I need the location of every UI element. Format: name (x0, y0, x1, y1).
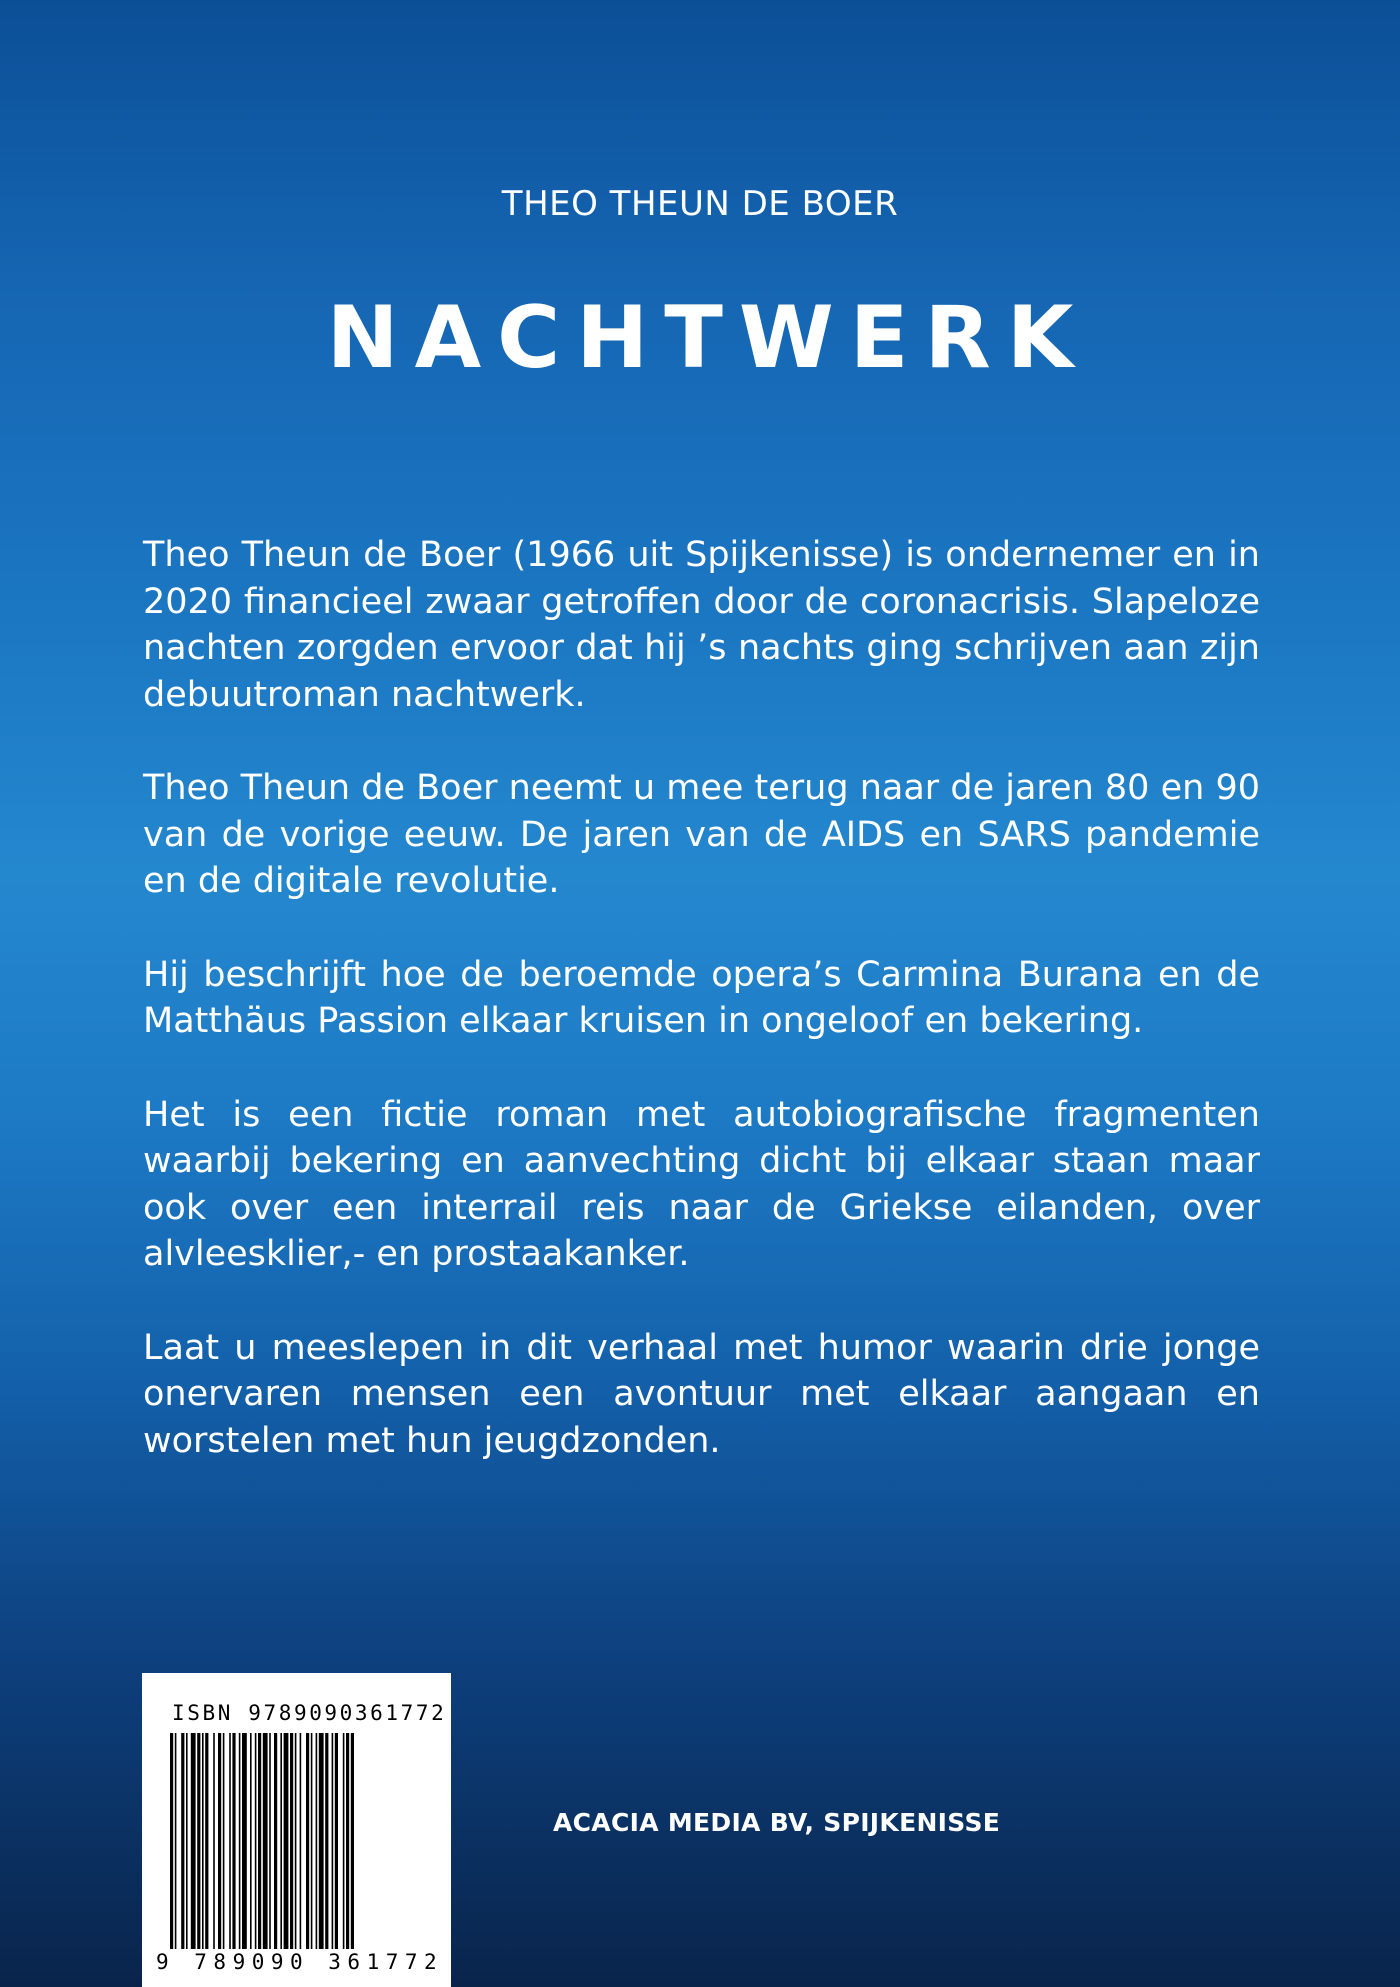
barcode-bar (239, 1733, 241, 1949)
barcode-bars (170, 1733, 424, 1949)
barcode-bar (295, 1733, 297, 1949)
barcode-digits: 9 789090 361772 (156, 1950, 444, 1974)
author-name: THEO THEUN DE BOER (501, 184, 899, 224)
barcode-bar (325, 1733, 328, 1949)
blurb-paragraph: Hij beschrijft hoe de beroemde opera’s Carmina Burana en de Matthäus Passion elkaar kruisen in ongeloof en bekering. (143, 954, 1260, 1041)
barcode-bar (332, 1733, 334, 1949)
barcode-bar (191, 1733, 196, 1949)
barcode-bar (218, 1733, 221, 1949)
barcode-bar (181, 1733, 184, 1949)
blurb (143, 532, 1260, 1511)
barcode-bar (250, 1733, 252, 1949)
isbn-label: ISBN 9789090361772 (172, 1701, 447, 1725)
barcode-bar (170, 1733, 173, 1949)
blurb-paragraph: Laat u meeslepen in dit verhaal met humor waarin drie jonge onervaren mensen een avontuur met elkaar aangaan en worstelen met hun jeugdzonden. (143, 1327, 1260, 1461)
barcode-bar (213, 1733, 215, 1949)
blurb-paragraph: Theo Theun de Boer neemt u mee terug naar de jaren 80 en 90 van de vorige eeuw. De jaren van de AIDS en SARS pandemie en de digitale revolutie. (143, 768, 1260, 901)
barcode-bar (351, 1733, 354, 1949)
barcode-bar (284, 1733, 289, 1949)
barcode-bar (242, 1733, 247, 1949)
barcode-bar (202, 1733, 204, 1949)
barcode-bar (186, 1733, 188, 1949)
barcode-bar (175, 1733, 177, 1949)
barcode-bar (319, 1733, 324, 1949)
barcode-bar (258, 1733, 261, 1949)
barcode-bar (255, 1733, 257, 1949)
barcode-bar (346, 1733, 349, 1949)
barcode-bar (274, 1733, 277, 1949)
publisher: ACACIA MEDIA BV, SPIJKENISSE (553, 1808, 1001, 1837)
barcode-bar (290, 1733, 293, 1949)
barcode-bar (343, 1733, 345, 1949)
barcode-bar (229, 1733, 231, 1949)
isbn-barcode (142, 1673, 451, 1987)
barcode-bar (311, 1733, 313, 1949)
barcode-bar (269, 1733, 271, 1949)
blurb-paragraph: Theo Theun de Boer (1966 uit Spijkenisse) is ondernemer en in 2020 financieel zwaar getroffen door de coronacrisis. Slapeloze nachten zorgden ervoor dat hij ’s nachts ging schrijven aan zijn debuutroman nachtwerk. (143, 535, 1260, 715)
blurb-paragraph: Het is een fictie roman met autobiografische fragmenten waarbij bekering en aanvechting dicht bij elkaar staan maar ook over een interrail reis naar de Griekse eilanden, over alvleesklier,- en prostaakanker. (143, 1094, 1260, 1274)
barcode-bar (316, 1733, 318, 1949)
barcode-bar (335, 1733, 338, 1949)
barcode-bar (300, 1733, 302, 1949)
barcode-bar (280, 1733, 282, 1949)
barcode-bar (223, 1733, 225, 1949)
barcode-bar (306, 1733, 309, 1949)
barcode-bar (205, 1733, 208, 1949)
barcode-bar (197, 1733, 200, 1949)
book-title: NACHTWERK (326, 288, 1090, 388)
barcode-bar (263, 1733, 268, 1949)
barcode-bar (232, 1733, 235, 1949)
